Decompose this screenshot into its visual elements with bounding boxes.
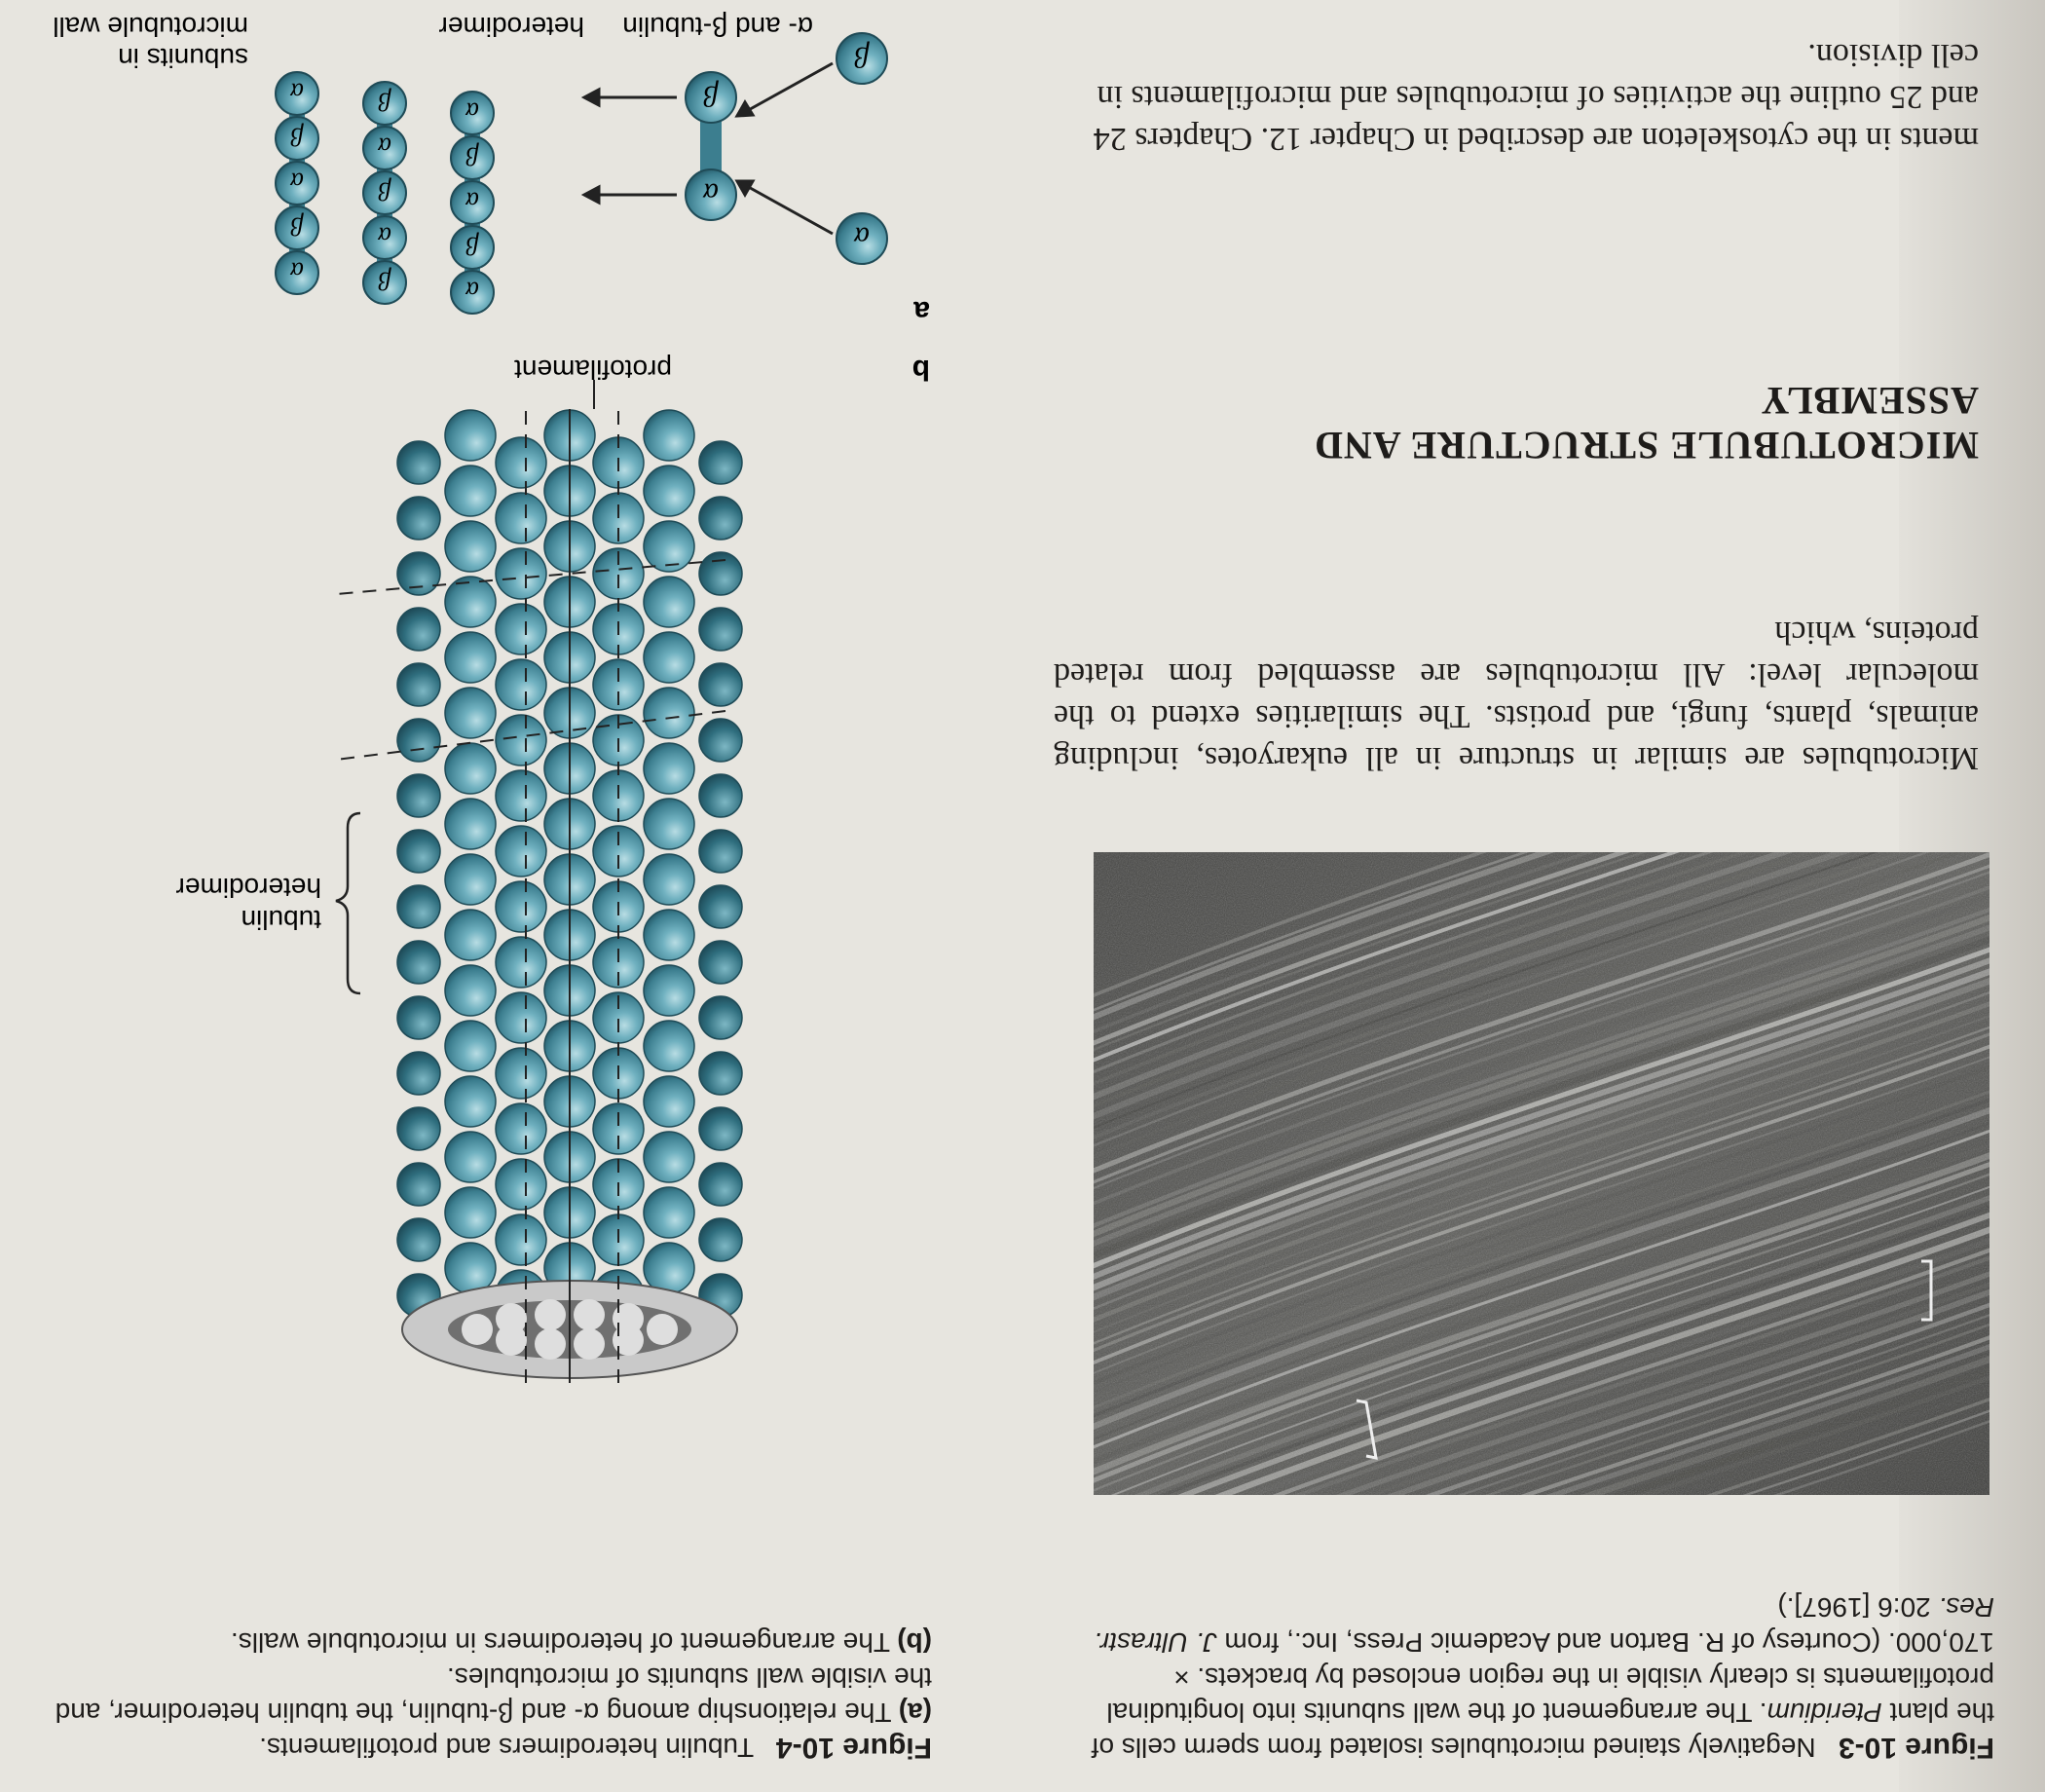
microtubule-subunit	[644, 410, 694, 461]
figure-10-3-caption-text: Negatively stained microtubules isolated from sperm cells of the plant	[1091, 1698, 1994, 1763]
microtubule-subunit	[644, 1076, 694, 1127]
wall-subunit-label: α	[465, 277, 479, 305]
wall-subunit-label: α	[378, 222, 391, 250]
microtubule-subunit	[397, 996, 440, 1039]
microtubule-subunit	[445, 466, 496, 516]
wall-subunit-label: β	[378, 177, 391, 205]
microtubule-subunit	[445, 577, 496, 627]
body-text-intro: Microtubules are similar in structure in all eukaryotes, including animals, plants, fungi, and protists. The similarities extend to the molecular level: All microtubules are assembled from related proteins, which	[1054, 615, 1979, 776]
microtubule-wall-subunits	[276, 72, 494, 314]
microtubule-subunit	[699, 996, 742, 1039]
figure-10-3-species: Pteridium	[1766, 1698, 1882, 1728]
wall-subunit-label: β	[465, 232, 479, 260]
microtubule-subunit	[397, 1163, 440, 1206]
section-title: MICROTUBULE STRUCTURE AND ASSEMBLY	[1314, 379, 1979, 467]
microtubule-subunit	[699, 608, 742, 651]
figure-10-4-part-a-text: The relationship among α- and β-tubulin, the tubulin heterodimer, and the visible wall subunits of microtubules.	[55, 1662, 932, 1728]
microtubule-subunit	[699, 885, 742, 928]
microtubule-subunit	[699, 774, 742, 817]
microtubule-subunit	[397, 552, 440, 595]
microtubule-subunit	[644, 910, 694, 960]
wall-subunit-label: α	[290, 78, 304, 106]
microtubule-subunit	[397, 830, 440, 873]
svg-text:β: β	[854, 41, 870, 73]
beta-tubulin-monomer	[837, 33, 887, 84]
wall-subunit-label: β	[378, 267, 391, 295]
microtubule-subunit	[644, 1187, 694, 1238]
microtubule-subunit	[644, 854, 694, 905]
tubulin-heterodimer	[686, 72, 736, 220]
microtubule-subunit	[445, 632, 496, 683]
microtubule-subunit	[496, 1214, 546, 1265]
microtubule-subunit	[496, 1159, 546, 1210]
wall-subunit-label: β	[378, 88, 391, 116]
microtubule-subunit	[699, 1052, 742, 1095]
microtubule-subunit	[397, 941, 440, 984]
microtubule-subunit	[445, 1132, 496, 1182]
wall-subunit-label: α	[378, 132, 391, 161]
figure-10-3-caption-cont: . The arrangement of the wall subunits into longitudinal protofilaments is clearly visible in the region enclosed by brackets. × 170,000. (Courtesy of R. Barton and Academic Press, Inc., from	[1106, 1627, 1994, 1728]
label-subunits-line2: microtubule wall	[53, 12, 248, 42]
figure-10-4b-diagram	[34, 351, 930, 1441]
microtubule-subunit	[699, 1163, 742, 1206]
wall-subunit-label: β	[290, 123, 304, 151]
microtubule-subunit	[699, 1218, 742, 1261]
microtubule-subunit	[644, 965, 694, 1016]
figure-10-4-caption	[36, 1624, 932, 1765]
microtubule-subunit	[397, 885, 440, 928]
microtubule-subunit	[644, 466, 694, 516]
figure-10-3-label: Figure 10-3	[1838, 1732, 1994, 1764]
microtubule-subunit	[445, 743, 496, 794]
wall-subunit-label: α	[290, 168, 304, 196]
label-alpha-beta-tubulin: α- and β-tubulin	[622, 12, 813, 42]
microtubule-subunit	[699, 830, 742, 873]
microtubule-subunit	[496, 1103, 546, 1154]
label-protofilament: protofilament	[514, 355, 672, 385]
microtubule-subunit	[445, 799, 496, 849]
microtubule-subunit	[496, 659, 546, 710]
microtubule-subunit	[644, 688, 694, 738]
microtubule-subunit	[699, 497, 742, 540]
microtubule-subunit	[445, 854, 496, 905]
svg-text:α: α	[854, 221, 870, 253]
microtubule-subunit	[496, 881, 546, 932]
wall-subunit-label: β	[290, 212, 304, 241]
microtubule-subunit	[699, 663, 742, 706]
microtubule-subunit	[496, 715, 546, 765]
svg-text:α: α	[703, 177, 719, 209]
microtubule-subunit	[699, 441, 742, 484]
microtubule-subunit	[397, 774, 440, 817]
figure-10-4-title: Tubulin heterodimers and protofilaments.	[259, 1733, 755, 1763]
microtubule-subunit	[644, 632, 694, 683]
microtubule-subunit	[496, 1048, 546, 1099]
wall-subunit-label: α	[465, 97, 479, 126]
panel-a-label: a	[913, 295, 930, 327]
microtubule-subunit	[496, 826, 546, 877]
microtubule-subunit	[397, 608, 440, 651]
microtubule-subunit	[496, 437, 546, 488]
microtubule-subunit	[445, 1021, 496, 1071]
microtubule-subunit	[644, 743, 694, 794]
wall-subunit-label: α	[465, 187, 479, 215]
microtubule-subunit	[496, 770, 546, 821]
label-subunits-line1: subunits in	[118, 43, 248, 73]
microtubule-subunit	[397, 1218, 440, 1261]
microtubule-subunit	[644, 1021, 694, 1071]
label-tubulin: tubulin	[241, 905, 321, 935]
figure-10-4-part-b-text: The arrangement of heterodimers in microtubule walls.	[230, 1627, 890, 1658]
microtubule-subunit	[496, 937, 546, 988]
microtubule-subunit	[397, 719, 440, 762]
microtubule-subunit	[699, 719, 742, 762]
microtubule-subunit	[445, 965, 496, 1016]
microtubule-subunit	[445, 1076, 496, 1127]
figure-10-3-citation: 20:6 [1967].)	[1777, 1592, 1931, 1623]
microtubule-subunit	[496, 548, 546, 599]
body-text-top: ments in the cytoskeleton are described in Chapter 12. Chapters 24 and 25 outline the activities of microtubules and microfilaments in cell division.	[1093, 37, 1979, 157]
figure-10-3-journal: J. Ultrastr. Res.	[1094, 1592, 1994, 1658]
heterodimer-bracket	[336, 813, 360, 993]
microtubule-subunit	[397, 441, 440, 484]
alpha-tubulin-monomer	[837, 213, 887, 264]
microtubule-subunit	[496, 992, 546, 1043]
figure-10-4-part-a-label: (a)	[898, 1698, 932, 1728]
label-heterodimer-b: heterodimer	[175, 873, 321, 903]
microtubule-subunit	[699, 552, 742, 595]
microtubule-subunit	[644, 577, 694, 627]
microtubule-subunit	[397, 663, 440, 706]
micrograph-image	[1094, 852, 1989, 1495]
microtubule-subunit	[445, 521, 496, 572]
microtubule-subunit	[496, 604, 546, 654]
panel-b-label: b	[911, 354, 930, 386]
wall-subunit-label: α	[290, 257, 304, 285]
figure-10-4-part-b-label: (b)	[897, 1627, 932, 1658]
microtubule-subunit	[644, 799, 694, 849]
microtubule-subunit	[699, 941, 742, 984]
microtubule-subunit	[699, 1107, 742, 1150]
microtubule-subunit	[445, 410, 496, 461]
figure-10-3-caption	[1069, 1589, 1994, 1765]
wall-subunit-label: β	[465, 142, 479, 170]
microtubule-subunit	[445, 1187, 496, 1238]
svg-text:β: β	[703, 80, 719, 112]
microtubule-micrograph	[1094, 852, 1989, 1495]
microtubule-subunit	[445, 688, 496, 738]
microtubule-subunit	[397, 497, 440, 540]
microtubule-subunit	[445, 910, 496, 960]
figure-10-4-label: Figure 10-4	[775, 1732, 932, 1764]
microtubule-subunit	[496, 493, 546, 543]
figure-10-4a-diagram	[34, 5, 930, 331]
microtubule-subunit	[644, 1132, 694, 1182]
microtubule-subunit	[397, 1052, 440, 1095]
microtubule-subunit	[397, 1107, 440, 1150]
label-heterodimer: heterodimer	[438, 12, 584, 42]
